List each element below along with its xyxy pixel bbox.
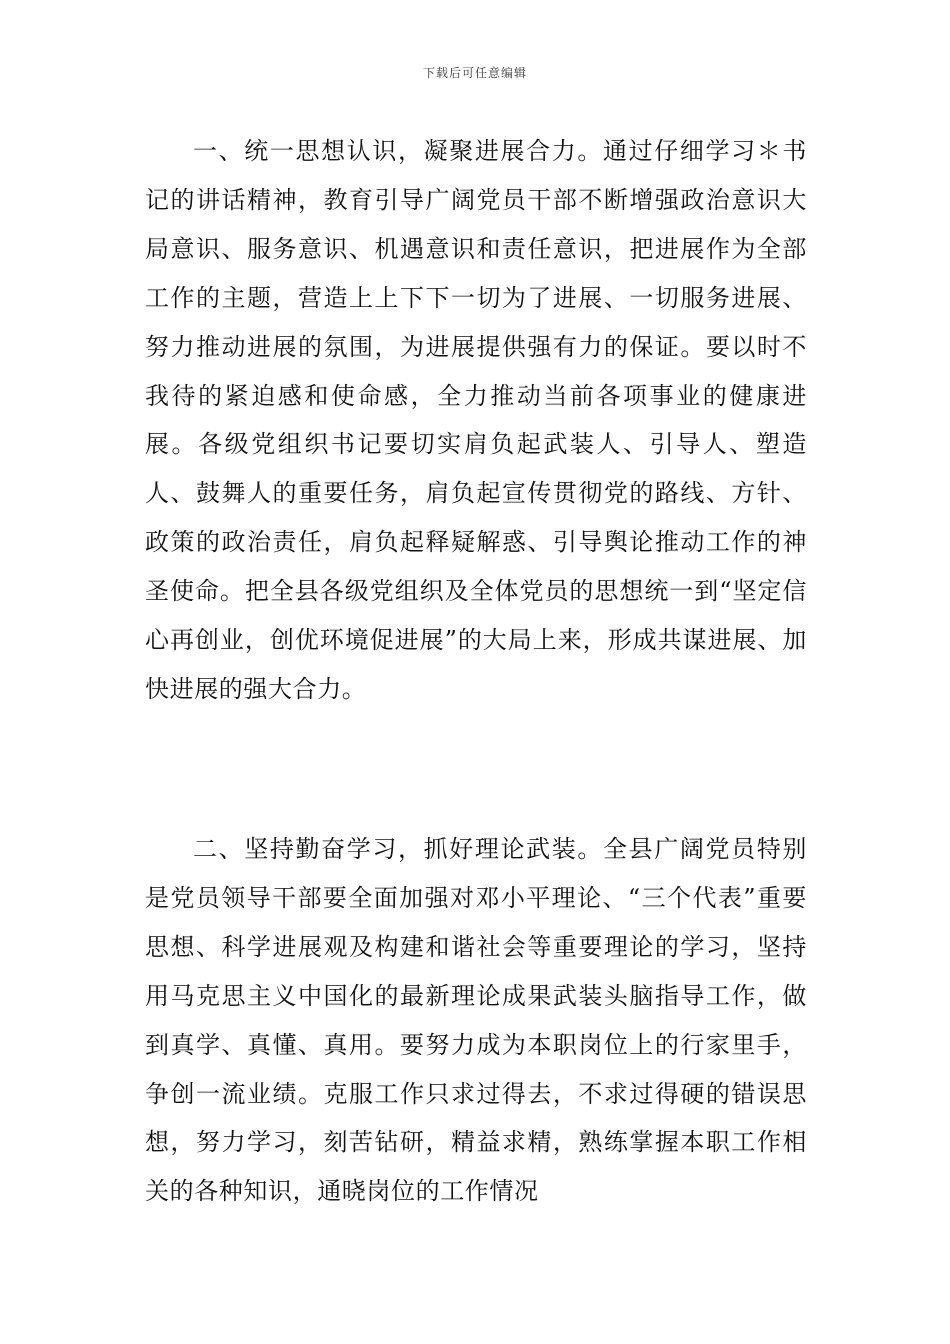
page-header-note: 下载后可任意编辑 — [422, 66, 527, 80]
body-paragraph-1: 一、统一思想认识，凝聚进展合力。通过仔细学习＊书记的讲话精神，教育引导广阔党员干部不断增强政治意识大局意识、服务意识、机遇意识和责任意识，把进展作为全部工作的主题，营造上上下下一切为了进展、一切服务进展、努力推动进展的氛围，为进展提供强有力的保证。要以时不我待的紧迫感和使命感，全力推动当前各项事业的健康进展。各级党组织书记要切实肩负起武装人、引导人、塑造人、鼓舞人的重要任务，肩负起宣传贯彻党的路线、方针、政策的政治责任，肩负起释疑解惑、引导舆论推动工作的神圣使命。把全县各级党组织及全体党员的思想统一到“坚定信心再创业，创优环境促进展”的大局上来，形成共谋进展、加快进展的强大合力。 — [145, 137, 807, 703]
body-paragraph-2: 二、坚持勤奋学习，抓好理论武装。全县广阔党员特别是党员领导干部要全面加强对邓小平理论、“三个代表”重要思想、科学进展观及构建和谐社会等重要理论的学习，坚持用马克思主义中国化的最新理论成果武装头脑指导工作，做到真学、真懂、真用。要努力成为本职岗位上的行家里手，争创一流业绩。克服工作只求过得去，不求过得硬的错误思想，努力学习，刻苦钻研，精益求精，熟练掌握本职工作相关的各种知识，通晓岗位的工作情况 — [145, 835, 807, 1206]
